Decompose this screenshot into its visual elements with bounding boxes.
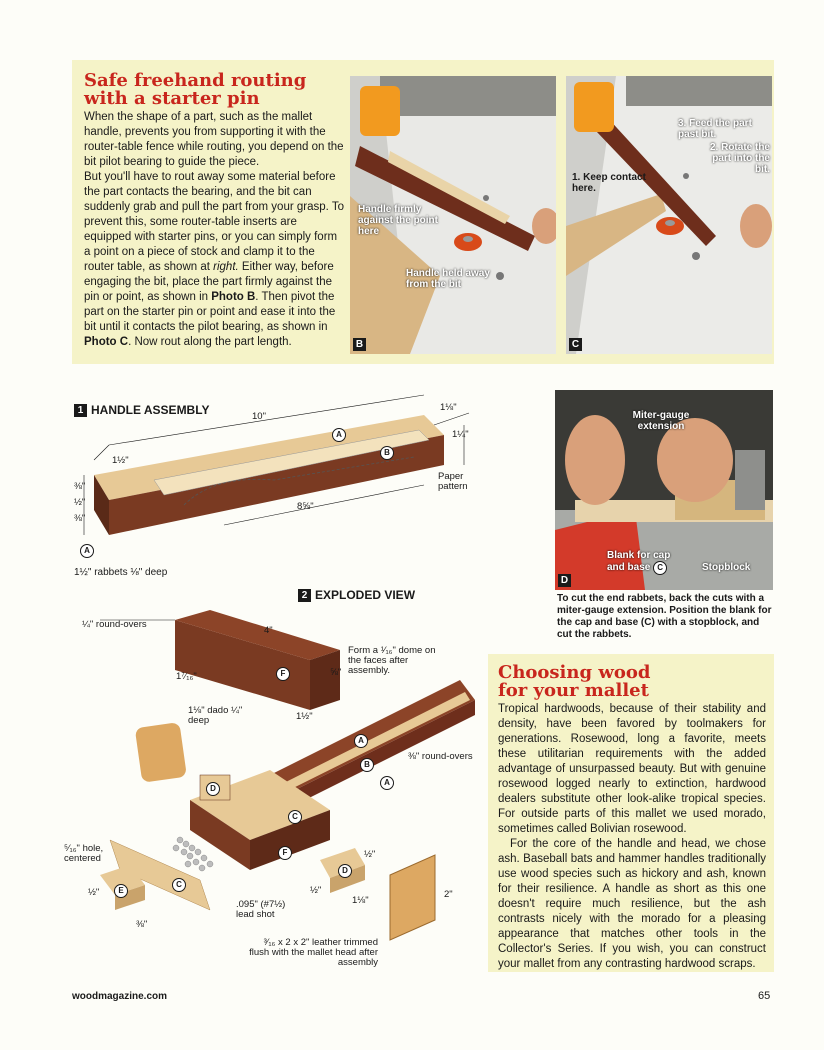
photo-d-callout-2-text: Blank for cap and base bbox=[607, 550, 671, 573]
fig2-heading bbox=[298, 588, 415, 602]
title-line-2: with a starter pin bbox=[84, 88, 260, 109]
sidebar-choosing-wood-title bbox=[498, 664, 766, 700]
fig2-dim-12a: ½" bbox=[88, 887, 100, 898]
fig2-part-d-right: D bbox=[338, 864, 352, 878]
photo-c-letter: C bbox=[569, 338, 582, 351]
fig1-part-b: B bbox=[380, 446, 394, 460]
paragraph-1-text: When the shape of a part, such as the mallet handle, prevents you from supporting it with the router-table fence while routing, you depend on the bit pilot bearing to guide the piece. bbox=[84, 111, 344, 168]
photo-d-part-c: C bbox=[653, 561, 667, 575]
fig2-roundovers-top: ¼" round-overs bbox=[82, 619, 147, 630]
fig2-leather-note: ³⁄₁₆ x 2 x 2" leather trimmed flush with the mallet head after assembly bbox=[249, 937, 378, 968]
sidebar-safe-routing-title bbox=[84, 72, 346, 108]
title-line-1: Choosing wood bbox=[498, 662, 651, 683]
fig2-title: EXPLODED VIEW bbox=[315, 588, 416, 602]
wood-paragraph-1: Tropical hardwoods, because of their stability and density, have been favored by toolmakers for generations. Rosewood, long a favorite, meets these utilitarian requirements with the added advantage of unsurpassed beauty. But with genuine rosewood logged nearly to extinction, hardwood dealers substitute other look-alike tropical species. For outside parts of this mallet we used morado, sometimes called Bolivian rosewood. bbox=[498, 703, 766, 835]
fig2-dim-2: 2" bbox=[444, 889, 453, 900]
fig2-part-f-base: F bbox=[278, 846, 292, 860]
fig1-dim-width: 1⅛" bbox=[440, 402, 457, 413]
footer-url: woodmagazine.com bbox=[72, 991, 168, 1002]
photo-c-callout-1: 3. Feed the part past bit. bbox=[678, 118, 752, 140]
photo-b bbox=[350, 76, 556, 354]
fig2-number: 2 bbox=[298, 589, 311, 602]
photo-c-callout-3: 1. Keep contact here. bbox=[572, 172, 646, 194]
sidebar-safe-routing-text bbox=[84, 72, 346, 350]
fig2-dim-38: ⅜" bbox=[136, 919, 148, 930]
fig2-part-b: B bbox=[360, 758, 374, 772]
fig1-part-a-top: A bbox=[332, 428, 346, 442]
fig1-dim-thick: 1¼" bbox=[452, 429, 469, 440]
photo-b-callout-1: Handle firmly against the point here bbox=[358, 204, 438, 237]
paragraph-2-text-d: . Now rout along the part length. bbox=[128, 336, 292, 348]
fig2-roundovers-right: ⅜" round-overs bbox=[408, 751, 473, 762]
fig2-shot-note: .095" (#7½) lead shot bbox=[236, 899, 286, 920]
fig1-paper-pattern: Paper pattern bbox=[438, 471, 468, 492]
fig2-dim-12b: ½" bbox=[364, 849, 376, 860]
sidebar-choosing-wood bbox=[488, 654, 774, 972]
photo-b-callout-2: Handle held away from the bit bbox=[406, 268, 490, 290]
fig2-dado-note: 1⅛" dado ¼" deep bbox=[188, 705, 243, 726]
fig1-dim-end-2: ½" bbox=[74, 497, 86, 508]
paragraph-2-text-b: Either way, before engaging the bit, place the part firmly against the pin or point, as shown in bbox=[84, 261, 334, 303]
fig2-part-a-1: A bbox=[354, 734, 368, 748]
photo-d bbox=[555, 390, 773, 590]
photo-d-letter: D bbox=[558, 574, 571, 587]
photo-d-callout-1: Miter-gauge extension bbox=[632, 410, 690, 432]
fig2-part-a-2: A bbox=[380, 776, 394, 790]
paragraph-2-photo-b-ref: Photo B bbox=[211, 291, 256, 303]
fig1-dim-length: 10" bbox=[252, 411, 266, 422]
photo-d-callout-2 bbox=[607, 550, 687, 575]
fig1-dim-rabbet-len: 1½" bbox=[112, 455, 129, 466]
paragraph-2-right: right. bbox=[213, 261, 239, 273]
fig2-dim-118: 1⅛" bbox=[352, 895, 369, 906]
photo-b-letter: B bbox=[353, 338, 366, 351]
fig1-drawing bbox=[74, 385, 484, 565]
photo-d-caption: To cut the end rabbets, back the cuts with a miter-gauge extension. Position the blank for the cap and base (C) with a stopblock, and cut the rabbets. bbox=[557, 593, 772, 640]
paragraph-2-text-c: . Then pivot the part on the starter pin or point and ease it into the bit until it contacts the pilot bearing, as shown in bbox=[84, 291, 336, 333]
fig1-part-a-end: A bbox=[80, 544, 94, 558]
photo-d-callout-3: Stopblock bbox=[702, 562, 751, 573]
wood-paragraph-2: For the core of the handle and head, we chose ash. Baseball bats and hammer handles traditionally use wood species such as hickory and ash, known for their resilience. A handle as short as this one doesn't require much resilience, but the ash contrasts nicely with the morado for a pleasing appearance that matches other tools in the Collector's Series. If you wish, you can construct your mallet from any contrasting hardwood scraps. bbox=[498, 838, 766, 970]
fig2-part-d-top: D bbox=[206, 782, 220, 796]
title-line-1: Safe freehand routing bbox=[84, 70, 307, 91]
fig1-rabbets-note: 1½" rabbets ⅛" deep bbox=[74, 567, 168, 578]
fig2-dim-12c: ½" bbox=[310, 885, 322, 896]
paragraph-2-text-a: But you'll have to rout away some material before the part contacts the bearing, and the bit can suddenly grab and pull the part from your grasp. To prevent this, some router-table inserts are equipped with starter pins, or you can simply form a point on a piece of stock and clamp it to the router table, as shown at bbox=[84, 171, 344, 273]
sidebar-choosing-wood-text bbox=[498, 664, 766, 972]
fig2-dim-112: 1½" bbox=[296, 711, 313, 722]
fig2-dim-58: ⅝" bbox=[330, 667, 342, 678]
fig1-title: HANDLE ASSEMBLY bbox=[91, 403, 210, 417]
page-number: 65 bbox=[758, 990, 771, 1002]
fig2-part-c-top: C bbox=[288, 810, 302, 824]
fig2-part-c-bottom: C bbox=[172, 878, 186, 892]
fig2-part-e: E bbox=[114, 884, 128, 898]
paragraph-1 bbox=[84, 110, 346, 350]
photo-c-callout-2: 2. Rotate the part into the bit. bbox=[709, 142, 770, 175]
title-line-2: for your mallet bbox=[498, 680, 649, 701]
sidebar-safe-routing bbox=[72, 60, 774, 364]
fig2-hole-note: ⁵⁄₁₆" hole, centered bbox=[64, 843, 104, 864]
photo-c bbox=[566, 76, 772, 354]
fig1-dim-end-1: ⅜" bbox=[74, 481, 86, 492]
paragraph-2-photo-c-ref: Photo C bbox=[84, 336, 129, 348]
fig1-dim-end-3: ⅜" bbox=[74, 513, 86, 524]
fig2-dome-note: Form a ¹⁄₁₆" dome on the faces after assembly. bbox=[348, 645, 436, 676]
fig1-number: 1 bbox=[74, 404, 87, 417]
fig2-dim-4: 4" bbox=[264, 625, 273, 636]
fig1-dim-pattern-len: 8⅝" bbox=[297, 501, 314, 512]
fig2-part-f-cap: F bbox=[276, 667, 290, 681]
fig2-dim-1716: 1⁷⁄₁₆" bbox=[176, 671, 197, 682]
